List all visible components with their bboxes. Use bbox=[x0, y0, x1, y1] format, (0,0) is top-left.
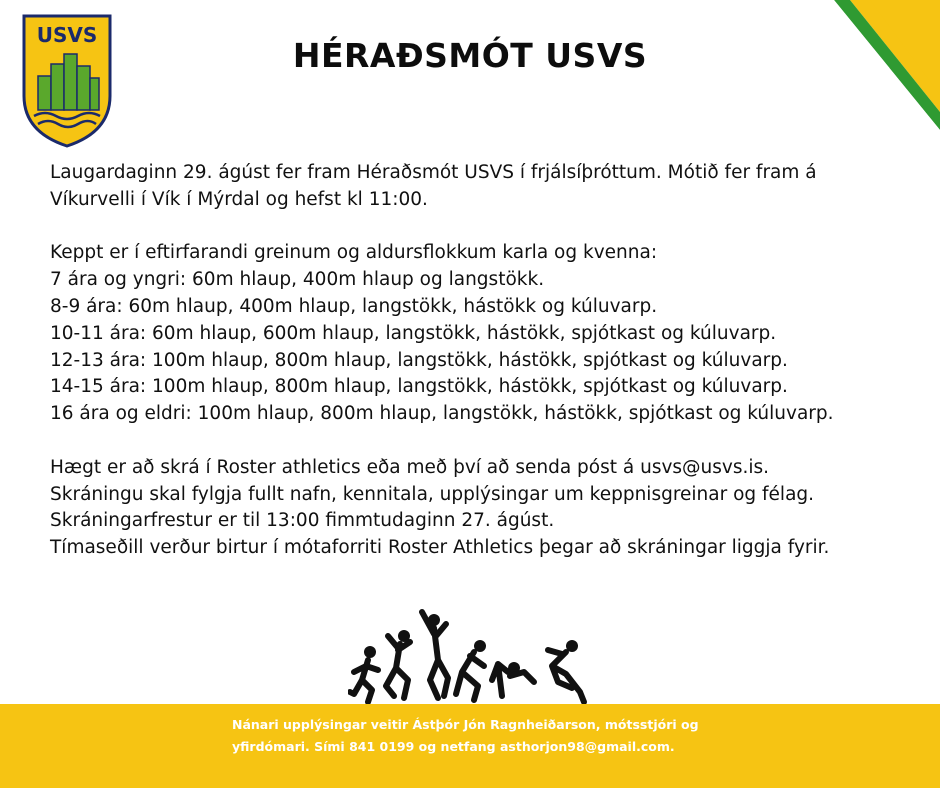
announcement-body bbox=[50, 160, 930, 562]
athletes-silhouette-icon bbox=[348, 606, 592, 706]
events-heading: Keppt er í eftirfarandi greinum og aldursflokkum karla og kvenna: bbox=[50, 242, 658, 264]
svg-text:USVS: USVS bbox=[36, 23, 98, 47]
footer-line: Nánari upplýsingar veitir Ástþór Jón Ragnheiðarson, mótsstjóri og bbox=[232, 717, 699, 732]
footer-line: yfirdómari. Sími 841 0199 og netfang asthorjon98@gmail.com. bbox=[232, 739, 675, 754]
event-line: 10-11 ára: 60m hlaup, 600m hlaup, langstökk, hástökk, spjótkast og kúluvarp. bbox=[50, 322, 777, 344]
contact-info bbox=[232, 714, 699, 758]
event-line: 7 ára og yngri: 60m hlaup, 400m hlaup og langstökk. bbox=[50, 269, 545, 291]
page-title: HÉRAÐSMÓT USVS bbox=[292, 36, 648, 75]
intro-line: Laugardaginn 29. ágúst fer fram Héraðsmót USVS í frjálsíþróttum. Mótið fer fram á bbox=[50, 162, 817, 183]
event-line: 14-15 ára: 100m hlaup, 800m hlaup, langstökk, hástökk, spjótkast og kúluvarp. bbox=[50, 376, 788, 398]
usvs-logo bbox=[22, 14, 112, 148]
intro-line: Víkurvelli í Vík í Mýrdal og hefst kl 11:00. bbox=[50, 188, 428, 210]
event-line: 12-13 ára: 100m hlaup, 800m hlaup, langstökk, hástökk, spjótkast og kúluvarp. bbox=[50, 349, 788, 371]
registration-line: Tímaseðill verður birtur í mótaforriti Roster Athletics þegar að skráningar liggja fyrir. bbox=[50, 537, 830, 559]
registration-line: Skráningarfrestur er til 13:00 fimmtudaginn 27. ágúst. bbox=[50, 510, 555, 532]
registration-line: Skráningu skal fylgja fullt nafn, kennitala, upplýsingar um keppnisgreinar og félag. bbox=[50, 483, 815, 505]
event-line: 16 ára og eldri: 100m hlaup, 800m hlaup, langstökk, hástökk, spjótkast og kúluvarp. bbox=[50, 403, 834, 425]
registration-line: Hægt er að skrá í Roster athletics eða með því að senda póst á usvs@usvs.is. bbox=[50, 456, 770, 478]
event-line: 8-9 ára: 60m hlaup, 400m hlaup, langstökk, hástökk og kúluvarp. bbox=[50, 295, 658, 317]
footer-banner bbox=[0, 704, 940, 788]
